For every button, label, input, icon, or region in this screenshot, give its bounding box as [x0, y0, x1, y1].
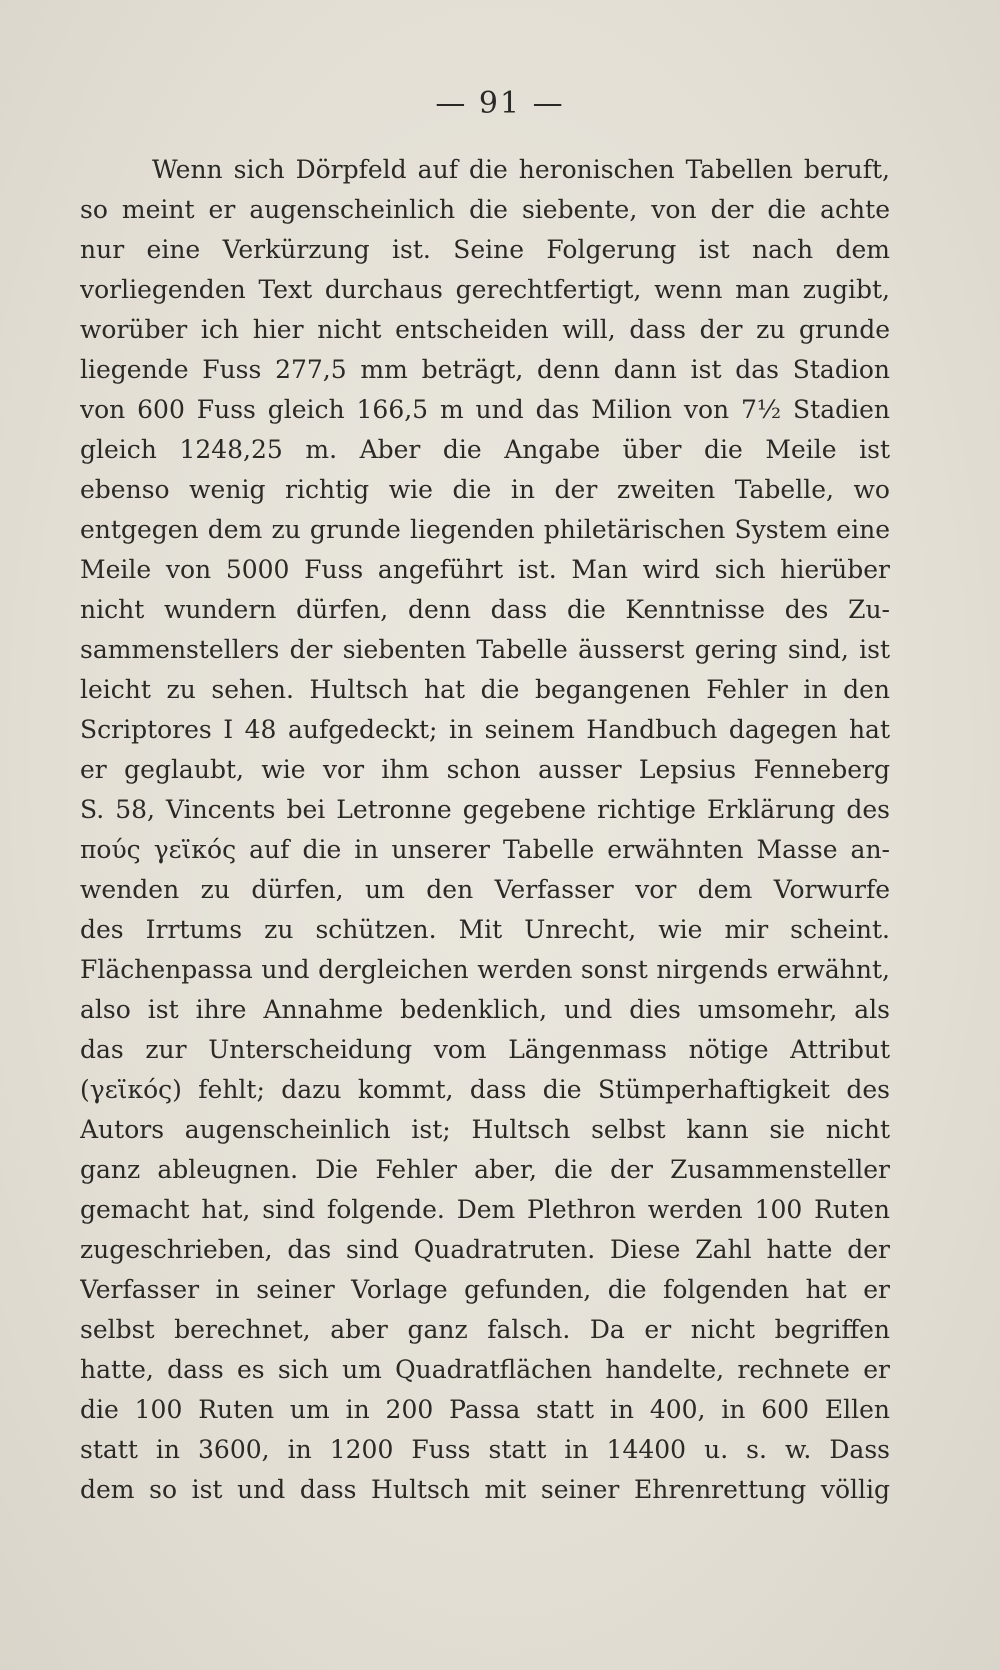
text-line: sammenstellers der siebenten Tabelle äusserst gering sind, ist [80, 635, 890, 664]
text-line: S. 58, Vincents bei Letronne gegebene richtige Erklärung des [80, 795, 890, 824]
text-line: (γεϊκός) fehlt; dazu kommt, dass die Stümperhaftigkeit des [80, 1075, 890, 1104]
text-line: πούς γεϊκός auf die in unserer Tabelle erwähnten Masse an- [80, 835, 890, 864]
text-line: das zur Unterscheidung vom Längenmass nötige Attribut [80, 1035, 890, 1064]
text-line: also ist ihre Annahme bedenklich, und dies umsomehr, als [80, 995, 890, 1024]
text-line: Flächenpassa und dergleichen werden sonst nirgends erwähnt, [80, 955, 890, 984]
text-line: wenden zu dürfen, um den Verfasser vor dem Vorwurfe [80, 875, 890, 904]
text-line: er geglaubt, wie vor ihm schon ausser Lepsius Fenneberg [80, 755, 890, 784]
text-line: Verfasser in seiner Vorlage gefunden, die folgenden hat er [80, 1275, 890, 1304]
text-line: Scriptores I 48 aufgedeckt; in seinem Handbuch dagegen hat [80, 715, 890, 744]
page-number: — 91 — [435, 86, 565, 121]
text-line: vorliegenden Text durchaus gerechtfertigt, wenn man zugibt, [80, 275, 890, 304]
body-paragraph [80, 150, 890, 1510]
text-line: so meint er augenscheinlich die siebente, von der die achte [80, 195, 890, 224]
text-line: nur eine Verkürzung ist. Seine Folgerung ist nach dem [80, 235, 890, 264]
text-line: leicht zu sehen. Hultsch hat die begangenen Fehler in den [80, 675, 890, 704]
text-line: die 100 Ruten um in 200 Passa statt in 400, in 600 Ellen [80, 1395, 890, 1424]
text-line: gemacht hat, sind folgende. Dem Plethron werden 100 Ruten [80, 1195, 890, 1224]
text-line: Wenn sich Dörpfeld auf die heronischen Tabellen beruft, [152, 155, 890, 184]
text-line: gleich 1248,25 m. Aber die Angabe über die Meile ist [80, 435, 890, 464]
text-line: entgegen dem zu grunde liegenden philetärischen System eine [80, 515, 890, 544]
text-line: von 600 Fuss gleich 166,5 m und das Milion von 7½ Stadien [80, 395, 890, 424]
text-line: liegende Fuss 277,5 mm beträgt, denn dann ist das Stadion [80, 355, 890, 384]
text-line: nicht wundern dürfen, denn dass die Kenntnisse des Zu- [80, 595, 890, 624]
text-line: des Irrtums zu schützen. Mit Unrecht, wie mir scheint. [80, 915, 890, 944]
text-line: worüber ich hier nicht entscheiden will, dass der zu grunde [80, 315, 890, 344]
text-line: hatte, dass es sich um Quadratflächen handelte, rechnete er [80, 1355, 890, 1384]
text-line: ebenso wenig richtig wie die in der zweiten Tabelle, wo [80, 475, 890, 504]
text-line: dem so ist und dass Hultsch mit seiner Ehrenrettung völlig [80, 1475, 890, 1504]
text-line: selbst berechnet, aber ganz falsch. Da er nicht begriffen [80, 1315, 890, 1344]
text-line: ganz ableugnen. Die Fehler aber, die der Zusammensteller [80, 1155, 890, 1184]
text-line: statt in 3600, in 1200 Fuss statt in 14400 u. s. w. Dass [80, 1435, 890, 1464]
text-line: Autors augenscheinlich ist; Hultsch selbst kann sie nicht [80, 1115, 890, 1144]
text-line: zugeschrieben, das sind Quadratruten. Diese Zahl hatte der [80, 1235, 890, 1264]
text-line: Meile von 5000 Fuss angeführt ist. Man wird sich hierüber [80, 555, 890, 584]
